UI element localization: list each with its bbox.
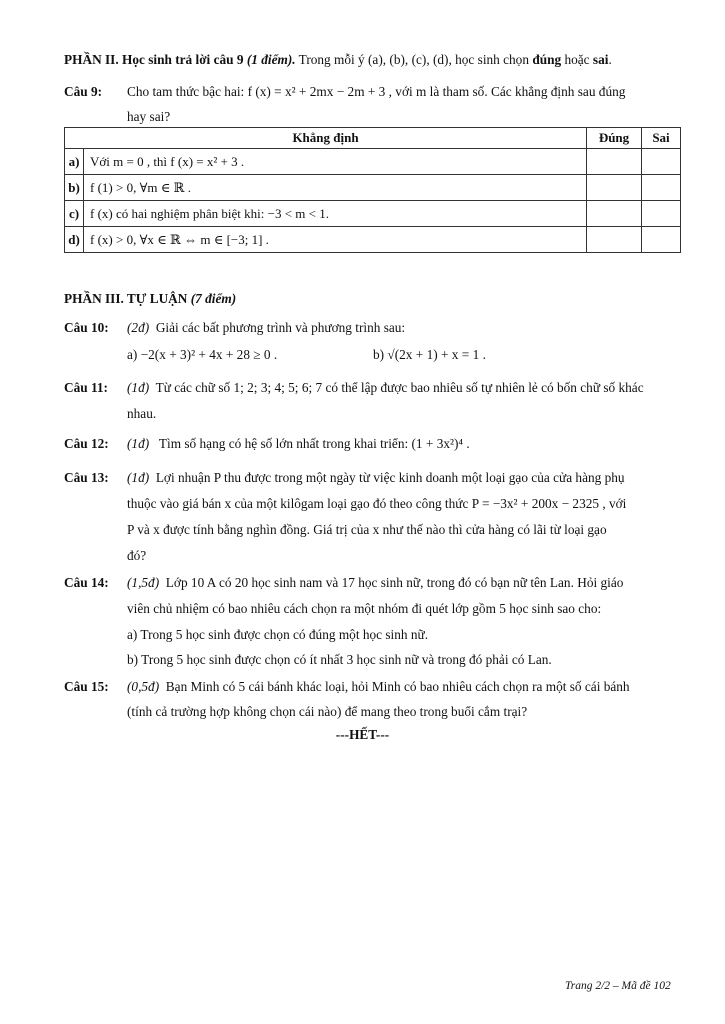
header-false: Sai	[642, 128, 681, 149]
page-footer: Trang 2/2 – Mã đề 102	[565, 980, 671, 992]
row-key: d)	[65, 227, 84, 253]
q13-prompt: Lợi nhuận P thu được trong một ngày từ việc kinh doanh một loại gạo của cửa hàng phụ	[155, 470, 625, 485]
q14-line1	[127, 575, 623, 591]
row-statement: f (1) > 0, ∀m ∈ ℝ .	[84, 175, 587, 201]
part3-title: PHẦN III. TỰ LUẬN	[64, 291, 188, 306]
q15-label: Câu 15:	[64, 679, 109, 694]
q10-points: (2đ)	[127, 320, 150, 335]
q13-line2: thuộc vào giá bán x của một kilôgam loại gạo đó theo công thức P = −3x² + 200x − 2325 , với	[127, 496, 627, 511]
q15-line2: (tính cả trường hợp không chọn cái nào) để mang theo trong buổi cắm trại?	[127, 704, 528, 719]
true-cell[interactable]	[587, 175, 642, 201]
false-cell[interactable]	[642, 149, 681, 175]
q9-line2: hay sai?	[127, 109, 171, 124]
q9-label: Câu 9:	[64, 84, 103, 99]
true-cell[interactable]	[587, 149, 642, 175]
row-statement: Với m = 0 , thì f (x) = x² + 3 .	[84, 149, 587, 175]
true-cell[interactable]	[587, 227, 642, 253]
q11-prompt: Từ các chữ số 1; 2; 3; 4; 5; 6; 7 có thể lập được bao nhiêu số tự nhiên lẻ có bốn chữ số khác	[155, 380, 644, 395]
q11-label: Câu 11:	[64, 380, 108, 395]
table-row	[65, 175, 681, 201]
part2-instruction: Trong mỗi ý (a), (b), (c), (d), học sinh chọn	[298, 52, 529, 67]
q14-label: Câu 14:	[64, 575, 109, 590]
true-cell[interactable]	[587, 201, 642, 227]
q10-label: Câu 10:	[64, 320, 109, 335]
q10-b: b) √(2x + 1) + x = 1 .	[373, 347, 486, 362]
q15-prompt: Bạn Minh có 5 cái bánh khác loại, hỏi Minh có bao nhiêu cách chọn ra một số cái bánh	[165, 679, 630, 694]
part2-points: (1 điểm).	[246, 52, 296, 67]
q10-prompt: Giải các bất phương trình và phương trình sau:	[155, 320, 406, 335]
q13-line1	[127, 470, 625, 486]
row-key: b)	[65, 175, 84, 201]
table-row	[65, 201, 681, 227]
q9-line1: Cho tam thức bậc hai: f (x) = x² + 2mx − 2m + 3 , với m là tham số. Các khẳng định sau đúng	[127, 84, 626, 99]
q12-label: Câu 12:	[64, 436, 109, 451]
part3-points: (7 điểm)	[190, 291, 237, 306]
row-statement: f (x) > 0, ∀x ∈ ℝ ⇔ m ∈ [−3; 1] .	[84, 227, 587, 253]
row-statement: f (x) có hai nghiệm phân biệt khi: −3 < m < 1.	[84, 201, 587, 227]
q11-line1	[127, 380, 644, 396]
q15-line1	[127, 679, 630, 695]
part2-heading	[64, 52, 612, 68]
period: .	[608, 52, 612, 67]
q12-points: (1đ)	[127, 436, 150, 451]
table-header-row	[65, 128, 681, 149]
table-row	[65, 149, 681, 175]
q14-points: (1,5đ)	[127, 575, 160, 590]
q15-points: (0,5đ)	[127, 679, 160, 694]
false-cell[interactable]	[642, 227, 681, 253]
q13-points: (1đ)	[127, 470, 150, 485]
word-dung: đúng	[532, 52, 562, 67]
false-cell[interactable]	[642, 201, 681, 227]
q14-a: a) Trong 5 học sinh được chọn có đúng một học sinh nữ.	[127, 627, 429, 642]
row-key: c)	[65, 201, 84, 227]
table-row	[65, 227, 681, 253]
q12-prompt: Tìm số hạng có hệ số lớn nhất trong khai triển: (1 + 3x²)⁴ .	[158, 436, 470, 451]
word-sai: sai	[592, 52, 609, 67]
header-statement: Khẳng định	[65, 128, 587, 149]
q11-line2: nhau.	[127, 406, 157, 421]
row-key: a)	[65, 149, 84, 175]
q10-a: a) −2(x + 3)² + 4x + 28 ≥ 0 .	[127, 347, 278, 362]
word-or: hoặc	[564, 52, 590, 67]
q12-line	[127, 436, 470, 452]
end-mark: ---HẾT---	[335, 727, 390, 742]
false-cell[interactable]	[642, 175, 681, 201]
part3-heading	[64, 291, 236, 307]
true-false-table	[64, 127, 681, 253]
q13-line4: đó?	[127, 548, 147, 563]
header-true: Đúng	[587, 128, 642, 149]
q13-label: Câu 13:	[64, 470, 109, 485]
q11-points: (1đ)	[127, 380, 150, 395]
q14-line2: viên chủ nhiệm có bao nhiêu cách chọn ra một nhóm đi quét lớp gồm 5 học sinh sao cho:	[127, 601, 602, 616]
q13-line3: P và x được tính bằng nghìn đồng. Giá trị của x như thế nào thì cửa hàng có lãi từ loại gạo	[127, 522, 607, 537]
part2-title: PHẦN II. Học sinh trả lời câu 9	[64, 52, 244, 67]
q14-prompt: Lớp 10 A có 20 học sinh nam và 17 học sinh nữ, trong đó có bạn nữ tên Lan. Hỏi giáo	[165, 575, 624, 590]
q10-text	[127, 320, 405, 336]
q14-b: b) Trong 5 học sinh được chọn có ít nhất 3 học sinh nữ và trong đó phải có Lan.	[127, 652, 552, 667]
